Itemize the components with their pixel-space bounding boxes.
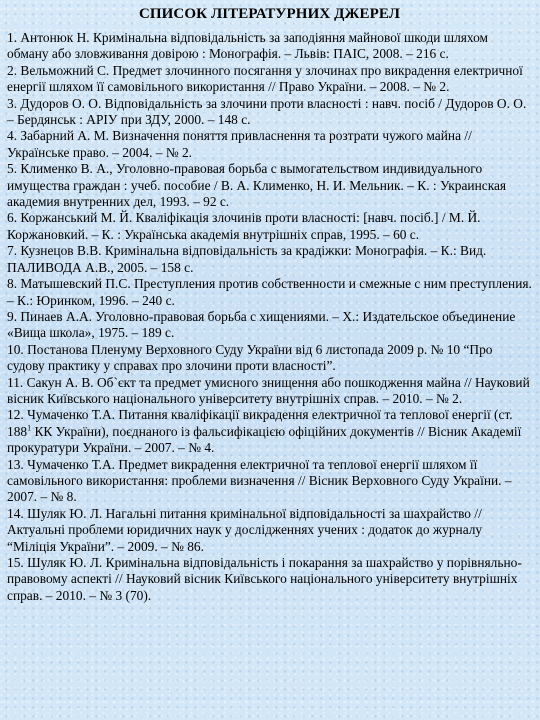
reference-item-8: 8. Матышевский П.С. Преступления против собственности и смежные с ним преступления. – К.: Юринком, 1996. – 240 с. <box>7 276 532 308</box>
reference-item-10: 10. Постанова Пленуму Верховного Суду України від 6 листопада 2009 р. № 10 “Про судову практику у справах про злочини проти власності”. <box>7 341 493 374</box>
reference-item-11: 11. Сакун А. В. Об`єкт та предмет умисного знищення або пошкодження майна // Науковий вісник Київського національного університету внутрішніх справ. – 2010. – № 2. <box>7 374 530 406</box>
reference-list <box>7 30 532 604</box>
reference-item-3: 3. Дудоров О. О. Відповідальність за злочини проти власності : навч. посіб / Дудоров О. О. – Бердянськ : АРІУ при ЗДУ, 2000. – 148 с. <box>7 95 527 128</box>
reference-item-12-part-1: 12. Чумаченко Т.А. Питання кваліфікації викрадення електричної та теплової енергії (ст. 188 <box>7 407 513 439</box>
reference-item-12-part-2: КК України), поєднаного із фальсифікацією офіційних документів // Вісник Академії прокуратури України. – 2007. – № 4. <box>7 423 522 456</box>
reference-item-14: 14. Шуляк Ю. Л. Нагальні питання кримінальної відповідальності за шахрайство // Актуальні проблеми юридичних наук у дослідженнях учених : додаток до журналу “Міліція України”. – 2009. – № 86. <box>7 505 483 554</box>
reference-item-4: 4. Забарний А. М. Визначення поняття привласнення та розтрати чужого майна // Українське право. – 2004. – № 2. <box>7 128 472 160</box>
article-superscript: 1 <box>27 423 32 433</box>
reference-item-7: 7. Кузнецов В.В. Кримінальна відповідальність за крадіжки: Монографія. – К.: Вид. ПАЛИВОДА А.В., 2005. – 158 с. <box>7 243 487 275</box>
reference-item-12 <box>7 407 532 456</box>
reference-item-13: 13. Чумаченко Т.А. Предмет викрадення електричної та теплової енергії шляхом її самовільного використання: проблеми визначення // Вісник Верховного Суду України. – 2007. – № 8. <box>7 456 512 505</box>
reference-item-5: 5. Клименко В. А., Уголовно-правовая борьба с вымогательством индивидуального имущества граждан : учеб. пособие / В. А. Клименко, Н. И. Мельник. – К. : Украинская академия внутренних дел, 1993. – 92 с. <box>7 161 507 210</box>
reference-item-15: 15. Шуляк Ю. Л. Кримінальна відповідальність і покарання за шахрайство у порівняльно-правовому аспекті // Науковий вісник Київського національного університету внутрішніх справ. – 2010. – № 3 (70). <box>7 555 522 603</box>
reference-item-2: 2. Вельможний С. Предмет злочинного посягання у злочинах про викрадення електричної енергії шляхом її самовільного використання // Право України. – 2008. – № 2. <box>7 62 523 95</box>
reference-item-9: 9. Пинаев А.А. Уголовно-правовая борьба с хищениями. – Х.: Издательское объединение «Вища школа», 1975. – 189 с. <box>7 308 516 341</box>
page-title: СПИСОК ЛІТЕРАТУРНИХ ДЖЕРЕЛ <box>138 6 401 22</box>
reference-item-1: 1. Антонюк Н. Кримінальна відповідальність за заподіяння майнової шкоди шляхом обману або зловживання довірою : Монографія. – Львів: ПАІС, 2008. – 216 с. <box>7 30 489 62</box>
reference-item-6: 6. Коржанський М. Й. Кваліфікація злочинів проти власності: [навч. посіб.] / М. Й. Коржановкий. – К. : Українська академія внутрішніх справ, 1995. – 60 с. <box>7 210 481 242</box>
